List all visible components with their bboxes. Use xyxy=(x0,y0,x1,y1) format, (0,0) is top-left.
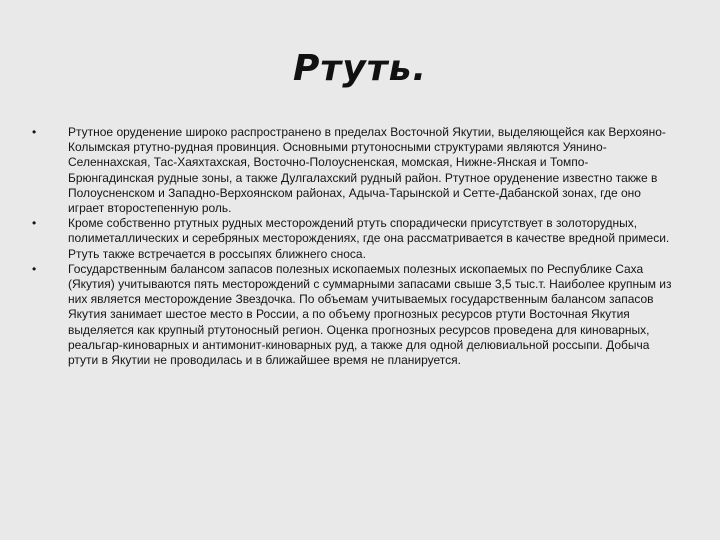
bullet-item xyxy=(32,216,672,262)
bullet-text: Ртутное оруденение широко распространено в пределах Восточной Якутии, выделяющейся как Верхояно-Колымская ртутно-рудная провинция. Основными ртутоносными структурами являются Уянино-Селеннахская, Тас-Хаяхтахская, Восточно-Полоусненская, момская, Нижне-Янская и Томпо-Брюнгадинская рудные зоны, а также Дулгалахский рудный район. Ртутное оруденение известно также в Полоусненском и Западно-Верхоянском районах, Адыча-Тарынской и Сетте-Дабанской зонах, где оно играет второстепенную роль. xyxy=(68,125,666,216)
bullet-marker: • xyxy=(32,216,37,231)
slide-title: Ртуть. xyxy=(292,48,428,89)
bullet-item xyxy=(32,125,672,216)
bullet-marker: • xyxy=(32,125,37,139)
bullet-text: Кроме собственно ртутных рудных месторождений ртуть спорадически присутствует в золоторудных, полиметаллических и серебряных месторождениях, где она рассматривается в качестве вредной примеси. Ртуть также встречается в россыпях ближнего сноса. xyxy=(68,216,670,261)
bullet-marker: • xyxy=(32,261,37,276)
bullet-text: Государственным балансом запасов полезных ископаемых полезных ископаемых по Республике Саха (Якутия) учитываются пять месторождений с суммарными запасами свыше 3,5 тыс.т. Наиболее крупным из них является месторождение Звездочка. По объемам учитываемых государственным балансом запасов Якутия занимает шестое место в России, а по объему прогнозных ресурсов ртути Восточная Якутия выделяется как крупный ртутоносный регион. Оценка прогнозных ресурсов проведена для киноварных, реальгар-киноварных и антимонит-киноварных руд, а также для одной делювиальной россыпи. Добыча ртути в Якутии не проводилась и в ближайшее время не планируется. xyxy=(68,261,672,368)
bullet-list xyxy=(32,125,672,368)
bullet-item xyxy=(32,262,672,368)
